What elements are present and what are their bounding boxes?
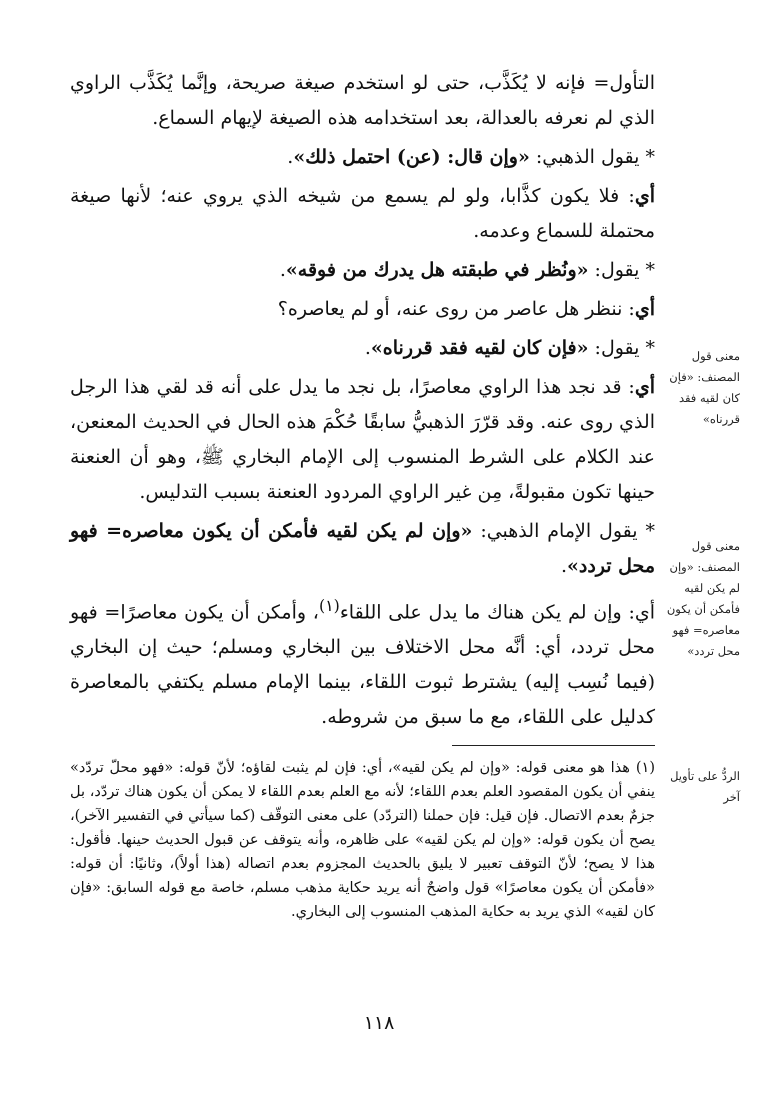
- margin-note: الردُّ على تأويل آخر: [670, 769, 740, 804]
- paragraph: [70, 370, 655, 510]
- author-quote: «وإن لم يكن لقيه فأمكن أن يكون معاصره= فهو محل تردد»: [70, 520, 655, 577]
- margin-note: معنى قول المصنف: «فإن كان لقيه فقد قررناه»: [669, 349, 740, 426]
- paragraph: [70, 331, 655, 366]
- footnote-divider: [452, 745, 655, 746]
- paragraph: [70, 179, 655, 249]
- period: .: [287, 146, 294, 168]
- paragraph: [70, 588, 655, 735]
- footnote-ref[interactable]: (١): [318, 596, 340, 615]
- footnote-number: (١): [635, 760, 655, 776]
- margin-note: معنى قول المصنف: «وإن لم يكن لقيه فأمكن أن يكون معاصره= فهو محل تردد»: [666, 539, 740, 658]
- footnote: [70, 756, 655, 924]
- lead: أي: [634, 298, 655, 320]
- explanation: ، وأمكن أن يكون معاصرًا= فهو محل تردد، أي: أنَّه محل الاختلاف بين البخاري ومسلم؛ حيث إن البخاري (فيما نُسِب إليه) يشترط ثبوت اللقاء، بينما الإمام مسلم يكتفي بالمعاصرة كدليل على اللقاء، مع ما سبق من شروطه.: [70, 601, 655, 729]
- paragraph: [70, 140, 655, 175]
- author-quote: «فإن كان لقيه فقد قررناه»: [370, 337, 589, 359]
- footnote-text: هذا هو معنى قوله: «وإن لم يكن لقيه»، أي: فإن لم يثبت لقاؤه؛ لأنّ قوله: «فهو محلّ تردّد» ينفي أن يكون المقصود العلم بعدم اللقاء؛ لأنه مع العلم بعدم اللقاء لا يمكن أن يكون هناك تردّد، بل جزمٌ بعدم الاتصال. فإن قيل: فإن حملنا (التردّد) على معنى التوقّف (كما سيأتي في التفسير الآخر)، يصح أن يكون قوله: «وإن لم يكن لقيه» على ظاهره، وأنه يتوقف عن قبول الحديث حينها. فأقول: هذا لا يصح؛ لأنّ التوقف تعبير لا يليق بالحديث المجزوم بعدم اتصاله (هذا أولاً)، وثانيًا: أن قوله: «فأمكن أن يكون معاصرًا» قول واضحٌ أنه يريد حكاية مذهب مسلم، خاصة مع قوله السابق: «فإن كان لقيه» الذي يريد به حكاية المذهب المنسوب إلى البخاري.: [70, 760, 655, 920]
- lead: * يقول الذهبي:: [529, 146, 655, 168]
- lead: * يقول:: [588, 259, 655, 281]
- author-quote: «ونُظر في طبقته هل يدرك من فوقه»: [285, 259, 589, 281]
- lead: * يقول الإمام الذهبي:: [472, 520, 656, 542]
- explanation: أي: وإن لم يكن هناك ما يدل على اللقاء: [339, 601, 656, 624]
- period: .: [364, 337, 371, 359]
- author-quote: «وإن قال: (عن) احتمل ذلك»: [293, 146, 530, 168]
- period: .: [560, 555, 567, 577]
- main-text: [70, 66, 655, 735]
- paragraph: [70, 292, 655, 327]
- explanation: : قد نجد هذا الراوي معاصرًا، بل نجد ما يدل على أنه قد لقي هذا الرجل الذي روى عنه. وقد قرّرَ الذهبيُّ سابقًا حُكْمَ هذه الحال في الحديث المعنعن، عند الكلام على الشرط المنسوب إلى الإمام البخاري ﷺ، وهو أن العنعنة حينها تكون مقبولةً، مِن غير الراوي المردود العنعنة بسبب التدليس.: [70, 376, 655, 503]
- lead: * يقول:: [588, 337, 655, 359]
- lead: أي: [634, 376, 655, 398]
- paragraph: [70, 253, 655, 288]
- explanation: : فلا يكون كذَّابا، ولو لم يسمع من شيخه الذي يروي عنه؛ لأنها صيغة محتملة للسماع وعدمه.: [70, 185, 655, 242]
- paragraph: [70, 514, 655, 584]
- explanation: : ننظر هل عاصر من روى عنه، أو لم يعاصره؟: [277, 298, 635, 320]
- paragraph: التأول= فإنه لا يُكَذَّب، حتى لو استخدم صيغة صريحة، وإنَّما يُكَذَّب الراوي الذي لم نعرفه بالعدالة، بعد استخدامه هذه الصيغة لإيهام السماع.: [70, 72, 655, 129]
- period: .: [279, 259, 286, 281]
- page-number: ١١٨: [363, 1012, 395, 1034]
- lead: أي: [634, 185, 655, 207]
